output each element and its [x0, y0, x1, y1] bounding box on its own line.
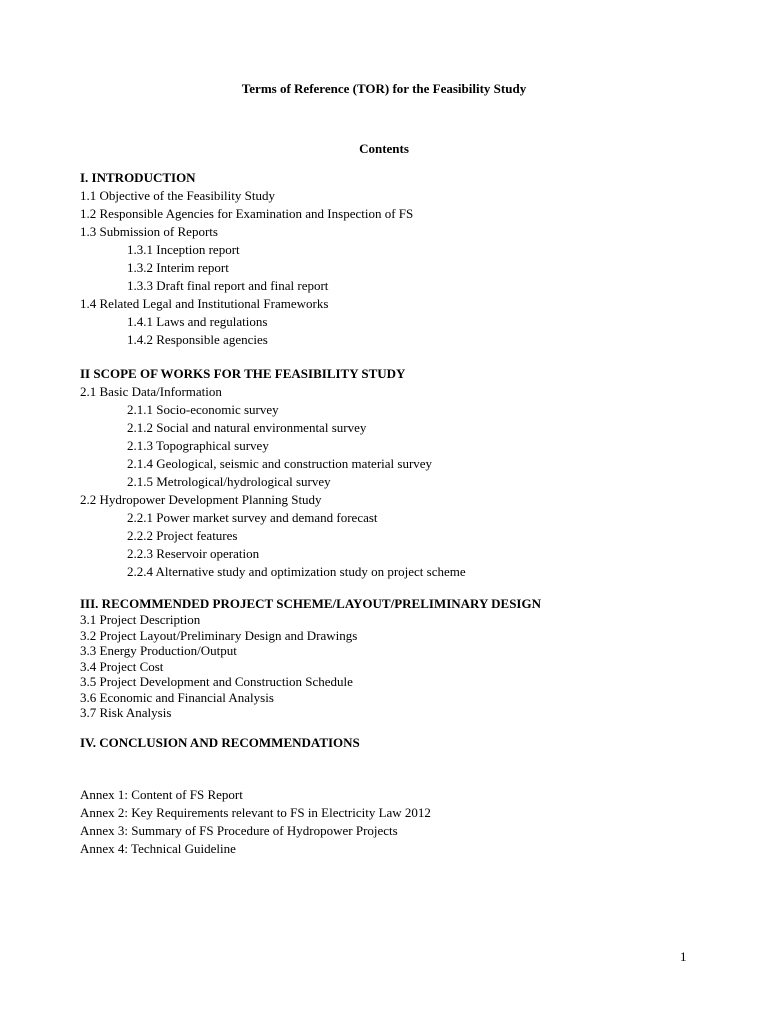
section-heading: II SCOPE OF WORKS FOR THE FEASIBILITY STUDY [80, 366, 406, 381]
toc-subitem: 1.3.2 Interim report [127, 260, 229, 275]
toc-item: 3.3 Energy Production/Output [80, 643, 237, 658]
toc-section-introduction [80, 169, 720, 349]
page-number: 1 [680, 949, 687, 964]
section-heading: I. INTRODUCTION [80, 170, 196, 185]
section-heading: IV. CONCLUSION AND RECOMMENDATIONS [80, 735, 360, 750]
toc-item: 3.2 Project Layout/Preliminary Design and Drawings [80, 627, 358, 643]
toc-item: 2.1 Basic Data/Information [80, 384, 222, 399]
toc-subitem: 2.2.1 Power market survey and demand forecast [127, 510, 378, 525]
toc-section-conclusion [80, 734, 720, 752]
toc-subitem: 1.3.1 Inception report [127, 242, 240, 257]
toc-subitem: 1.4.2 Responsible agencies [127, 332, 268, 347]
toc-subitem: 2.1.1 Socio-economic survey [127, 402, 279, 417]
annex-item: Annex 2: Key Requirements relevant to FS in Electricity Law 2012 [80, 805, 431, 820]
annex-item: Annex 1: Content of FS Report [80, 787, 243, 802]
toc-subitem: 2.1.4 Geological, seismic and construction material survey [127, 456, 433, 471]
section-heading: III. RECOMMENDED PROJECT SCHEME/LAYOUT/PRELIMINARY DESIGN [80, 596, 541, 611]
toc-section-scope-of-works [80, 365, 720, 581]
toc-subitem: 1.4.1 Laws and regulations [127, 314, 268, 329]
document-title: Terms of Reference (TOR) for the Feasibility Study [241, 81, 527, 96]
toc-item: 1.2 Responsible Agencies for Examination and Inspection of FS [80, 206, 414, 221]
toc-subitem: 2.2.2 Project features [127, 528, 238, 543]
toc-subitem: 2.1.5 Metrological/hydrological survey [127, 474, 331, 489]
toc-item: 3.4 Project Cost [80, 658, 164, 674]
toc-item: 3.7 Risk Analysis [80, 705, 172, 720]
toc-item: 1.1 Objective of the Feasibility Study [80, 188, 275, 203]
toc-subitem: 1.3.3 Draft final report and final report [127, 278, 329, 293]
toc-subitem: 2.2.4 Alternative study and optimization study on project scheme [127, 564, 466, 579]
annex-list [80, 786, 720, 858]
toc-subitem: 2.2.3 Reservoir operation [127, 546, 260, 561]
toc-item: 1.4 Related Legal and Institutional Frameworks [80, 296, 329, 311]
toc-subitem: 2.1.2 Social and natural environmental survey [127, 420, 367, 435]
contents-heading: Contents [359, 141, 409, 156]
toc-item: 3.6 Economic and Financial Analysis [80, 689, 274, 705]
toc-section-recommended-scheme [80, 595, 720, 721]
toc-item: 2.2 Hydropower Development Planning Study [80, 492, 322, 507]
toc-subitem: 2.1.3 Topographical survey [127, 438, 269, 453]
annex-item: Annex 3: Summary of FS Procedure of Hydropower Projects [80, 823, 398, 838]
toc-item: 1.3 Submission of Reports [80, 224, 218, 239]
annex-item: Annex 4: Technical Guideline [80, 841, 236, 856]
toc-item: 3.1 Project Description [80, 612, 201, 627]
toc-item: 3.5 Project Development and Construction Schedule [80, 674, 353, 689]
